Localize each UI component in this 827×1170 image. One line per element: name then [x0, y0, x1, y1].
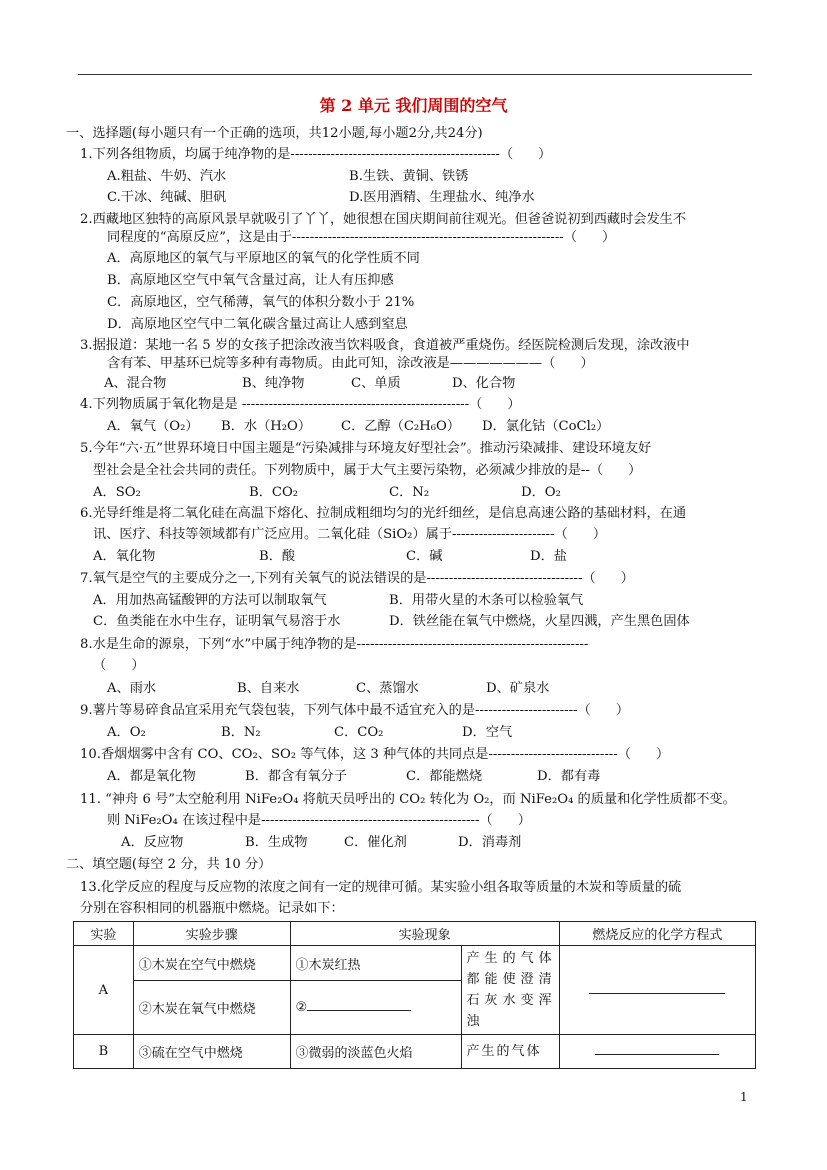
- q9-option-a: A．O₂: [107, 725, 146, 740]
- q2-stem-line1: 2.西藏地区独特的高原风景早就吸引了丫丫，她很想在国庆期间前往观光。但爸爸说初到西藏时会发生不: [80, 212, 687, 227]
- row-a-phenomenon-2-blank[interactable]: [307, 1010, 411, 1011]
- q5-option-d: D．O₂: [521, 485, 561, 500]
- q13-stem-line1: 13.化学反应的程度与反应物的浓度之间有一定的规律可循。某实验小组各取等质量的木炭和等质量的硫: [80, 880, 682, 895]
- q4-option-b: B．水（H₂O）: [221, 419, 312, 434]
- q6-stem-line2: 讯、医疗、科技等领域都有广泛应用。二氧化硅（SiO₂）属于-----------------------（ ）: [93, 527, 607, 542]
- q10-option-d: D．都有毒: [537, 769, 601, 784]
- q6-option-b: B．酸: [259, 549, 296, 564]
- q4-stem: 4.下列物质属于氧化物是是 ---------------------------------------------------（ ）: [80, 397, 521, 412]
- q8-stem-line1: 8.水是生命的源泉，下列“水”中属于纯净物的是----------------------------------------------------: [80, 637, 589, 652]
- row-b-shared-phenomenon: 产生的气体: [461, 1035, 559, 1069]
- row-b-step: ③硫在空气中燃烧: [133, 1035, 290, 1069]
- q7-option-d: D．铁丝能在氧气中燃烧，火星四溅，产生黑色固体: [389, 614, 690, 629]
- q1-stem: 1.下列各组物质，均属于纯净物的是-----------------------------------------------（ ）: [80, 147, 552, 162]
- table-header-row: [74, 922, 756, 946]
- q1-option-d: D.医用酒精、生理盐水、纯净水: [349, 190, 535, 205]
- q7-option-b: B．用带火星的木条可以检验氧气: [389, 593, 584, 608]
- q9-stem: 9.薯片等易碎食品宜采用充气袋包装，下列气体中最不适宜充入的是-----------------------（ ）: [80, 703, 630, 718]
- q3-option-d: D、化合物: [452, 376, 516, 391]
- row-b-equation-blank[interactable]: [595, 1054, 719, 1055]
- q11-option-c: C．催化剂: [344, 835, 407, 850]
- q8-option-b: B、自来水: [237, 681, 300, 696]
- q6-stem-line1: 6.光导纤维是将二氧化硅在高温下熔化、拉制成粗细均匀的光纤细丝，是信息高速公路的基础材料，在通: [80, 506, 687, 521]
- row-a-phenomenon-1: ①木炭红热: [290, 946, 461, 981]
- q10-option-b: B．都含有氧分子: [245, 769, 348, 784]
- row-a-phenomenon-2-cell: [290, 981, 461, 1035]
- q8-option-c: C、蒸馏水: [356, 681, 419, 696]
- header-rule: [78, 74, 752, 75]
- row-a-step-1: ①木炭在空气中燃烧: [133, 946, 290, 981]
- q3-option-a: A、混合物: [104, 376, 167, 391]
- q7-option-c: C．鱼类能在水中生存，证明氧气易溶于水: [93, 614, 341, 629]
- q5-option-c: C．N₂: [389, 485, 430, 500]
- q10-option-a: A．都是氧化物: [107, 769, 196, 784]
- row-b-phenomenon: ③微弱的淡蓝色火焰: [290, 1035, 461, 1069]
- row-a-phenomenon-2: ②: [295, 1000, 308, 1016]
- q11-stem-line1: 11. “神舟 6 号”太空舱利用 NiFe₂O₄ 将航天员呼出的 CO₂ 转化为 O₂，而 NiFe₂O₄ 的质量和化学性质都不变。: [80, 792, 736, 807]
- q2-option-c: C．高原地区，空气稀薄，氧气的体积分数小于 21%: [107, 295, 415, 310]
- q3-stem-line1: 3.据报道：某地一名 5 岁的女孩子把涂改液当饮料吸食，食道被严重烧伤。经医院检测后发现，涂改液中: [80, 338, 690, 353]
- q11-option-a: A．反应物: [121, 835, 184, 850]
- q6-option-c: C．碱: [406, 549, 443, 564]
- experiment-table: [73, 921, 756, 1069]
- row-a-step-2: ②木炭在氧气中燃烧: [133, 981, 290, 1035]
- q8-option-d: D、矿泉水: [486, 681, 550, 696]
- row-a-label: A: [74, 946, 134, 1035]
- q2-option-b: B．高原地区空气中氧气含量过高，让人有压抑感: [107, 273, 394, 288]
- q9-option-c: C．CO₂: [334, 725, 384, 740]
- q3-stem-line2: 含有苯、甲基环已烷等多种有毒物质。由此可知，涂改液是———————（ ）: [107, 356, 594, 371]
- section-2-heading: 二、填空题(每空 2 分，共 10 分）: [66, 857, 272, 872]
- q11-option-d: D．消毒剂: [458, 835, 522, 850]
- q1-option-c: C.干冰、纯碱、胆矾: [107, 190, 227, 205]
- q6-option-a: A．氧化物: [93, 549, 156, 564]
- q11-stem-line2: 则 NiFe₂O₄ 在该过程中是-------------------------------------------------（ ）: [107, 813, 531, 828]
- q5-stem-line2: 型社会是全社会共同的责任。下列物质中，属于大气主要污染物，必须减少排放的是--（ ）: [93, 463, 642, 478]
- q13-stem-line2: 分别在容积相同的机器瓶中燃烧。记录如下：: [80, 901, 344, 916]
- q10-stem: 10.香烟烟雾中含有 CO、CO₂、SO₂ 等气体，这 3 种气体的共同点是-----------------------------（ ）: [80, 747, 670, 762]
- table-row: [74, 946, 756, 981]
- q8-option-a: A、雨水: [107, 681, 157, 696]
- section-1-heading: 一、选择题(每小题只有一个正确的选项，共12小题,每小题2分,共24分): [66, 126, 483, 141]
- q5-option-b: B．CO₂: [249, 485, 299, 500]
- q2-option-d: D．高原地区空气中二氧化碳含量过高让人感到窒息: [107, 317, 408, 332]
- q10-option-c: C．都能燃烧: [406, 769, 483, 784]
- q9-option-b: B．N₂: [221, 725, 261, 740]
- header-experiment: 实验: [74, 922, 134, 946]
- q7-option-a: A．用加热高锰酸钾的方法可以制取氧气: [93, 593, 327, 608]
- q2-option-a: A．高原地区的氧气与平原地区的氧气的化学性质不同: [107, 251, 420, 266]
- q7-stem: 7.氧气是空气的主要成分之一,下列有关氧气的说法错误的是-----------------------------------（ ）: [80, 571, 634, 586]
- header-steps: 实验步骤: [133, 922, 290, 946]
- q5-option-a: A．SO₂: [93, 485, 141, 500]
- q4-option-d: D．氯化钴（CoCl₂）: [482, 419, 610, 434]
- q3-option-b: B、纯净物: [242, 376, 305, 391]
- row-a-shared-phenomenon: 产生的气体都能使澄清石灰水变浑浊: [461, 946, 559, 1035]
- q5-stem-line1: 5.今年“六·五”世界环境日中国主题是“污染减排与环境友好型社会”。推动污染减排、建设环境友好: [80, 441, 652, 456]
- q4-option-c: C．乙醇（C₂H₆O）: [341, 419, 461, 434]
- q8-stem-line2: （ ）: [93, 658, 145, 673]
- table-row: [74, 1035, 756, 1069]
- q6-option-d: D．盐: [530, 549, 567, 564]
- row-a-equation-cell: [559, 946, 755, 1035]
- page-number: 1: [740, 1090, 748, 1104]
- row-a-equation-blank[interactable]: [589, 993, 725, 994]
- page-title: 第 2 单元 我们周围的空气: [319, 96, 508, 115]
- header-phenomena: 实验现象: [290, 922, 559, 946]
- q11-option-b: B．生成物: [245, 835, 308, 850]
- header-equation: 燃烧反应的化学方程式: [559, 922, 755, 946]
- q4-option-a: A．氧气（O₂）: [107, 419, 199, 434]
- q2-stem-line2: 同程度的“高原反应”，这是由于-------------------------------------------------------------（ ）: [107, 230, 616, 245]
- row-b-label: B: [74, 1035, 134, 1069]
- q1-option-a: A.粗盐、牛奶、汽水: [107, 169, 227, 184]
- row-b-equation-cell: [559, 1035, 755, 1069]
- q1-option-b: B.生铁、黄铜、铁锈: [349, 169, 469, 184]
- q9-option-d: D．空气: [462, 725, 513, 740]
- q3-option-c: C、单质: [351, 376, 401, 391]
